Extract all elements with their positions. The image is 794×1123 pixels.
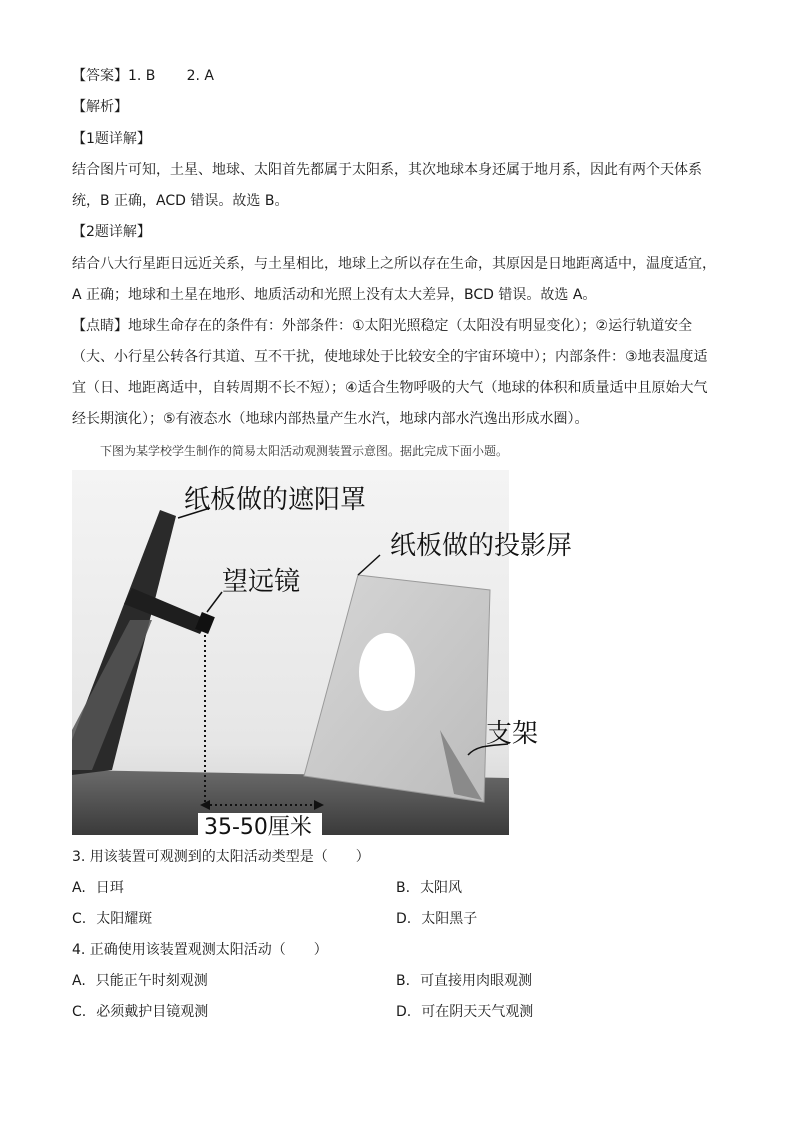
q4-option-c: C. 必须戴护目镜观测 (72, 1004, 209, 1020)
q1-heading: 【1题详解】 (72, 131, 151, 147)
label-stand: 支架 (486, 719, 539, 749)
q3-option-d: D. 太阳黑子 (396, 911, 478, 927)
q2-line-1: 结合八大行星距日远近关系，与土星相比，地球上之所以存在生命，其原因是日地距离适中，温度适宜， (72, 256, 716, 272)
comment-line-3: 宜（日、地距离适中，自转周期不长不短）；④适合生物呼吸的大气（地球的体积和质量适中且原始大气 (72, 380, 708, 396)
answer-label: 【答案】 (72, 68, 128, 84)
observation-device-figure (72, 470, 573, 840)
label-distance: 35-50厘米 (204, 815, 312, 840)
q3-option-c: C. 太阳耀斑 (72, 911, 153, 927)
q4-option-a: A. 只能正午时刻观测 (72, 973, 208, 989)
q1-line-2: 统，B 正确，ACD 错误。故选 B。 (72, 193, 289, 209)
comment-line-4: 经长期演化）；⑤有液态水（地球内部热量产生水汽，地球内部水汽逸出形成水圈）。 (72, 411, 589, 427)
analysis-label: 【解析】 (72, 99, 128, 115)
q3-option-a: A. 日珥 (72, 880, 124, 896)
figure-intro: 下图为某学校学生制作的简易太阳活动观测装置示意图。据此完成下面小题。 (100, 444, 509, 458)
q2-line-2: A 正确；地球和土星在地形、地质活动和光照上没有太大差异，BCD 错误。故选 A。 (72, 287, 597, 303)
label-shade: 纸板做的遮阳罩 (184, 485, 367, 515)
q4-option-b: B. 可直接用肉眼观测 (396, 973, 533, 989)
q3-stem: 3. 用该装置可观测到的太阳活动类型是（ ） (72, 849, 370, 865)
comment-line-1 (72, 316, 692, 336)
label-screen: 纸板做的投影屏 (390, 531, 573, 561)
label-telescope: 望远镜 (222, 567, 301, 597)
q1-line-1: 结合图片可知，土星、地球、太阳首先都属于太阳系，其次地球本身还属于地月系，因此有两个天体系 (72, 162, 702, 178)
q2-heading: 【2题详解】 (72, 224, 151, 240)
comment-text-1: 地球生命存在的条件有：外部条件：①太阳光照稳定（太阳没有明显变化）；②运行轨道安全 (128, 318, 693, 334)
comment-label: 【点睛】 (72, 318, 128, 334)
q3-option-b: B. 太阳风 (396, 880, 463, 896)
q4-option-d: D. 可在阴天天气观测 (396, 1004, 534, 1020)
q4-stem: 4. 正确使用该装置观测太阳活动（ ） (72, 942, 328, 958)
sun-image (359, 633, 415, 711)
answer-line (72, 66, 214, 86)
answer-text: 1. B 2. A (128, 68, 214, 84)
comment-line-2: （大、小行星公转各行其道、互不干扰，使地球处于比较安全的宇宙环境中）；内部条件：③地表温度适 (72, 349, 708, 365)
